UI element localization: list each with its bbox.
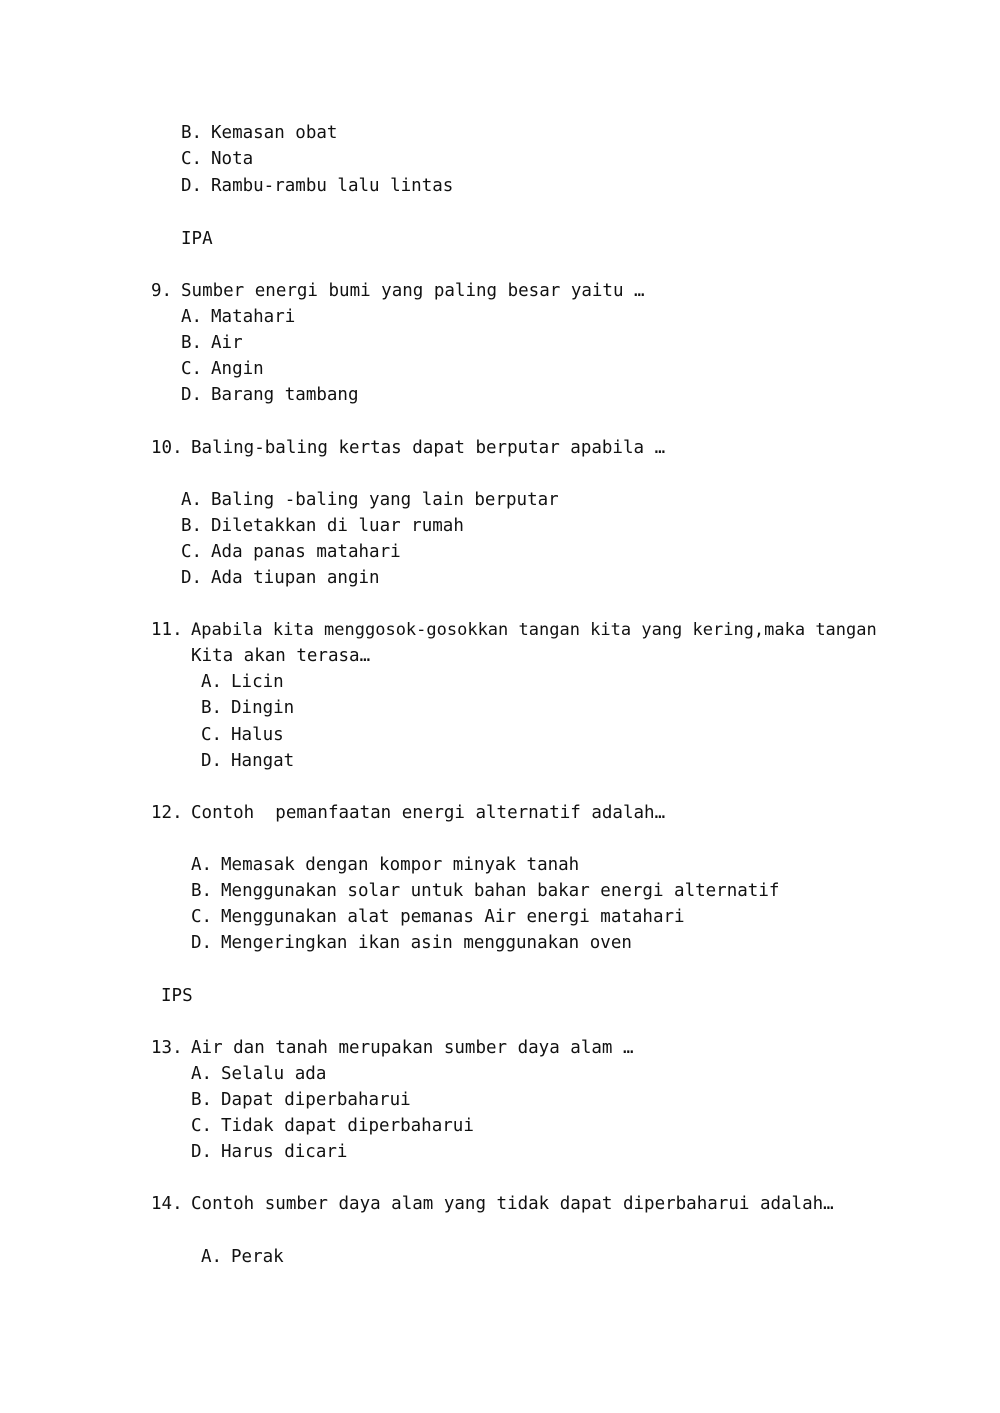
question-number: 10.	[151, 438, 183, 458]
question-number: 14.	[151, 1194, 183, 1214]
option-letter: D.	[191, 1142, 213, 1162]
option-letter: C.	[181, 359, 203, 379]
option-letter: D.	[181, 176, 203, 196]
section-heading-ips: IPS	[161, 986, 193, 1006]
option-text: Menggunakan alat pemanas Air energi matahari	[221, 907, 685, 927]
option-text: Tidak dapat diperbaharui	[221, 1116, 474, 1136]
option-text: Memasak dengan kompor minyak tanah	[221, 855, 580, 875]
option-letter: B.	[181, 123, 203, 143]
option-text: Hangat	[231, 751, 295, 771]
option-letter: C.	[201, 725, 223, 745]
question-text-continued: Kita akan terasa…	[191, 646, 371, 666]
option-text: Nota	[211, 149, 254, 169]
option-text: Air	[211, 333, 243, 353]
question-number: 9.	[151, 281, 173, 301]
question-number: 11.	[151, 620, 183, 640]
option-letter: A.	[191, 855, 213, 875]
option-letter: C.	[191, 1116, 213, 1136]
question-number: 12.	[151, 803, 183, 823]
option-letter: D.	[191, 933, 213, 953]
option-text: Selalu ada	[221, 1064, 327, 1084]
option-text: Rambu-rambu lalu lintas	[211, 176, 454, 196]
option-letter: A.	[181, 490, 203, 510]
option-letter: A.	[191, 1064, 213, 1084]
option-letter: A.	[181, 307, 203, 327]
option-text: Dapat diperbaharui	[221, 1090, 411, 1110]
option-text: Perak	[231, 1247, 284, 1267]
option-text: Ada tiupan angin	[211, 568, 380, 588]
option-text: Angin	[211, 359, 264, 379]
option-text: Kemasan obat	[211, 123, 338, 143]
question-text: Contoh pemanfaatan energi alternatif adalah…	[191, 803, 666, 823]
option-text: Ada panas matahari	[211, 542, 401, 562]
section-heading-ipa: IPA	[181, 229, 213, 249]
option-letter: B.	[191, 1090, 213, 1110]
option-letter: D.	[201, 751, 223, 771]
question-text: Baling-baling kertas dapat berputar apabila …	[191, 438, 666, 458]
option-letter: B.	[181, 333, 203, 353]
question-number: 13.	[151, 1038, 183, 1058]
option-text: Halus	[231, 725, 284, 745]
option-text: Harus dicari	[221, 1142, 348, 1162]
option-text: Matahari	[211, 307, 296, 327]
option-text: Barang tambang	[211, 385, 359, 405]
option-text: Dingin	[231, 698, 295, 718]
question-text: Contoh sumber daya alam yang tidak dapat diperbaharui adalah…	[191, 1194, 834, 1214]
option-letter: B.	[181, 516, 203, 536]
option-letter: C.	[191, 907, 213, 927]
option-letter: C.	[181, 149, 203, 169]
option-text: Menggunakan solar untuk bahan bakar energi alternatif	[221, 881, 780, 901]
option-letter: C.	[181, 542, 203, 562]
question-text: Air dan tanah merupakan sumber daya alam …	[191, 1038, 634, 1058]
option-letter: A.	[201, 1247, 223, 1267]
option-letter: A.	[201, 672, 223, 692]
question-text: Sumber energi bumi yang paling besar yaitu …	[181, 281, 645, 301]
option-text: Diletakkan di luar rumah	[211, 516, 464, 536]
option-text: Baling -baling yang lain berputar	[211, 490, 559, 510]
option-letter: B.	[191, 881, 213, 901]
option-letter: D.	[181, 385, 203, 405]
option-letter: B.	[201, 698, 223, 718]
option-text: Licin	[231, 672, 284, 692]
question-text: Apabila kita menggosok-gosokkan tangan kita yang kering,maka tangan	[191, 620, 877, 640]
option-letter: D.	[181, 568, 203, 588]
option-text: Mengeringkan ikan asin menggunakan oven	[221, 933, 632, 953]
